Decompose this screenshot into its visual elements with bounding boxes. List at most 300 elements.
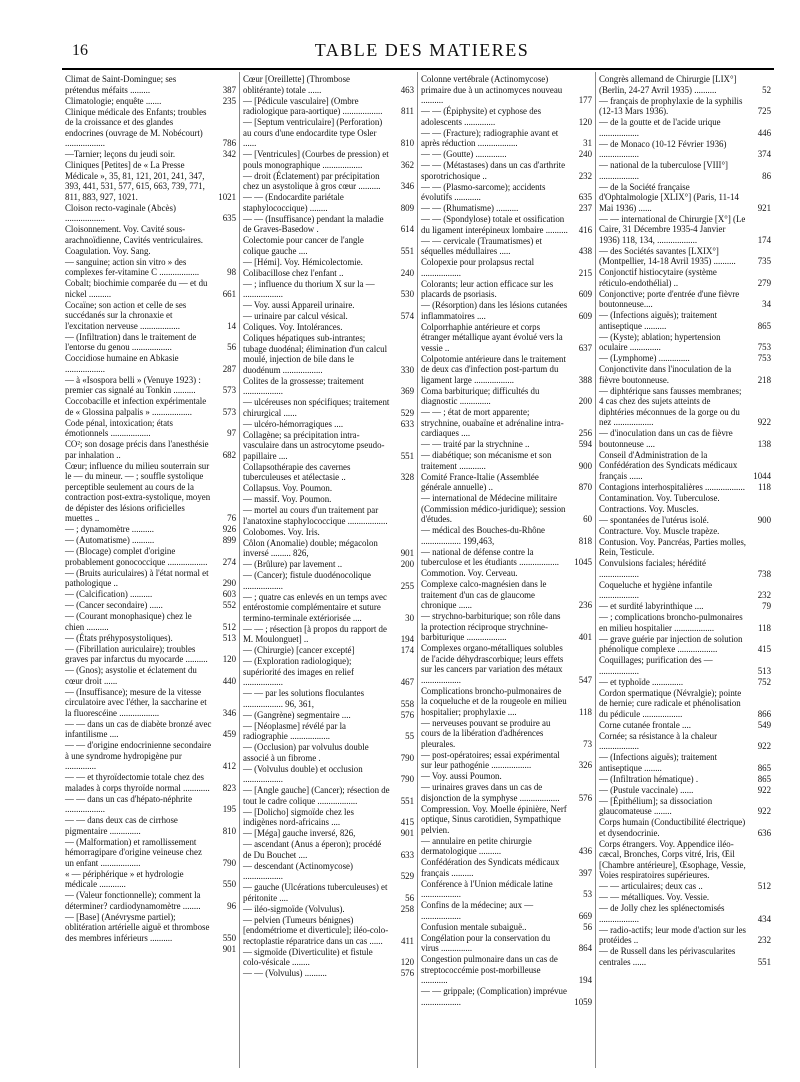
entry-page: 118: [758, 622, 771, 633]
entry-page: 412: [222, 761, 236, 771]
entry-text: — — dans un cas d'hépato-néphrite ..................: [65, 793, 193, 814]
index-entry: [599, 881, 771, 892]
index-entry: [599, 482, 771, 493]
entry-text: — [Néoplasme] révélé par la radiographie ..................: [243, 720, 346, 741]
entry-text: — — grippale; (Complication) imprévue ..................: [421, 986, 567, 1007]
entry-text: Contamination. Voy. Tuberculose.: [599, 492, 720, 503]
entry-text: Coccidiose humaine en Abkasie ..................: [65, 353, 179, 374]
entry-page: 865: [757, 762, 771, 773]
index-entry: [599, 655, 771, 676]
index-entry: [243, 494, 414, 505]
entry-text: — ulcéreuses non spécifiques; traitement chirurgical ......: [243, 397, 390, 418]
entry-text: — ; dynamomètre ..........: [65, 524, 154, 534]
index-entry: [421, 493, 592, 525]
entry-page: 549: [757, 719, 771, 730]
entry-page: 200: [578, 396, 592, 406]
entry-page: 96: [227, 900, 236, 911]
entry-text: — (Gnos); asystolie et éclatement du cœur droit ......: [65, 665, 197, 686]
index-entry: [243, 192, 414, 213]
index-entry: [421, 354, 592, 386]
entry-page: 573: [222, 406, 236, 417]
entry-page: 669: [578, 910, 592, 921]
index-entry: [243, 505, 414, 526]
entry-text: — et surdité labyrinthique ....: [599, 601, 704, 611]
index-entry: [421, 182, 592, 203]
entry-text: — (Bruits auriculaires) à l'état normal et pathologique ..: [65, 567, 209, 588]
entry-text: — diphtérique sans fausses membranes; 4 cas chez des sujets atteints de diphtéries méconnues de la gorge ou du nez ..................: [599, 385, 742, 427]
entry-text: — grave guérie par injection de solution phénolique complexe ..................: [599, 633, 743, 654]
entry-text: — [Méga] gauche inversé, 826,: [243, 828, 356, 838]
index-entry: [243, 742, 414, 763]
index-entry: [243, 419, 414, 430]
entry-page: 237: [578, 203, 592, 213]
entry-text: Cloisonnement. Voy. Cavité sous-arachnoïdienne, Cavités ventriculaires.: [65, 224, 204, 245]
entry-page: 551: [400, 450, 414, 461]
index-entry: [65, 278, 236, 299]
index-entry: [243, 333, 414, 375]
entry-page: 926: [222, 524, 236, 534]
entry-text: — de Russell dans les périvascularites centrales ......: [599, 946, 736, 967]
index-entry: [599, 450, 771, 482]
index-entry: [599, 946, 771, 967]
entry-text: — — international de Chirurgie [X°] (Le Caire, 31 Décembre 1935-4 Janvier 1936) 118, 134, ..................: [599, 213, 746, 245]
index-entry: [65, 944, 236, 955]
entry-page: 633: [400, 418, 414, 429]
entry-text: Compression. Voy. Moelle épinière, Nerf optique, Sinus carotidien, Sympathique pelvien.: [421, 803, 567, 835]
entry-page: 174: [757, 234, 771, 245]
entry-page: 73: [583, 738, 592, 749]
index-entry: [599, 117, 771, 138]
entry-page: 809: [400, 202, 414, 213]
entry-text: Colectomie pour cancer de l'angle colique gauche ....: [243, 235, 364, 256]
entry-text: — (Occlusion) par volvulus double associé à un fibrome .: [243, 742, 369, 763]
entry-page: 735: [757, 256, 771, 266]
entry-text: — de la goutte et de l'acide urique ..................: [599, 117, 721, 138]
entry-page: 1044: [753, 470, 771, 481]
entry-page: 635: [578, 192, 592, 202]
entry-page: 240: [578, 149, 592, 159]
entry-text: — (Insuffisance); mesure de la vitesse circulatoire avec l'éther, la saccharine et la fluorescéine ..................: [65, 686, 207, 718]
entry-page: 232: [757, 590, 771, 600]
entry-page: 98: [227, 267, 236, 277]
index-entry: [421, 128, 592, 149]
entry-text: — — métalliques. Voy. Vessie.: [599, 892, 710, 902]
entry-text: Corne cutanée frontale ....: [599, 719, 691, 730]
entry-page: 901: [222, 943, 236, 954]
index-entry: [243, 645, 414, 656]
entry-text: Coliques hépatiques sub-intrantes; tubage duodénal; élimination d'un calcul moulé, injection de bile dans le duodénum ..................: [243, 333, 388, 375]
entry-page: 290: [222, 578, 236, 588]
index-entry: [599, 332, 771, 353]
entry-text: — — et thyroïdectomie totale chez des malades à corps thyroïde normal ............: [65, 772, 210, 793]
entry-page: 811: [401, 106, 414, 116]
entry-page: 34: [762, 299, 771, 309]
entry-page: 725: [757, 106, 771, 116]
entry-page: 438: [578, 246, 592, 256]
entry-text: — (Pustule vaccinale) ......: [599, 784, 694, 795]
index-entry: [599, 774, 771, 785]
entry-text: Collapsothérapie des cavernes tuberculeuses et atélectasie ..: [243, 461, 351, 482]
entry-page: 56: [405, 892, 414, 903]
entry-page: 397: [578, 867, 592, 878]
entry-page: 899: [222, 535, 236, 545]
entry-text: Colpotomie antérieure dans le traitement de deux cas d'infection post-partum du ligament large ..................: [421, 353, 566, 385]
index-entry: [421, 686, 592, 718]
entry-page: 411: [401, 935, 414, 946]
index-entry: [243, 828, 414, 839]
index-entry: [599, 386, 771, 428]
index-entry: [65, 772, 236, 793]
entry-page: 609: [578, 289, 592, 299]
index-entry: [599, 925, 771, 946]
index-entry: [65, 600, 236, 611]
index-entry: [599, 839, 771, 881]
entry-text: — — ; état de mort apparente; strychnine, ouabaïne et adrénaline intra-cardiaques ....: [421, 407, 564, 438]
entry-text: — — (Spondylose) totale et ossification du ligament interépineux lombaire ..........: [421, 214, 568, 235]
index-entry: [599, 537, 771, 558]
entry-text: — (Lymphome) ..............: [599, 353, 690, 363]
entry-text: « — périphérique » et hydrologie médicale ............: [65, 868, 184, 889]
entry-text: — [Septum ventriculaire] (Perforation) au cours d'une endocardite type Osler ......: [243, 117, 383, 148]
index-entry: [599, 903, 771, 924]
entry-text: — (Résorption) dans les lésions cutanées inflammatoires ....: [421, 300, 568, 321]
index-entry: [243, 807, 414, 828]
index-entry: [243, 915, 414, 947]
index-entry: [65, 107, 236, 149]
index-column-4: [596, 72, 774, 1068]
index-entry: [599, 96, 771, 117]
entry-text: — (Infiltration) dans le traitement de l'entorse du genou ..................: [65, 331, 197, 352]
index-column-3: [418, 72, 596, 1068]
index-entry: [243, 710, 414, 721]
index-entry: [599, 720, 771, 731]
entry-text: — de Monaco (10-12 Février 1936) ..................: [599, 138, 727, 159]
index-entry: [599, 182, 771, 214]
index-entry: [65, 149, 236, 160]
entry-page: 56: [227, 342, 236, 352]
index-entry: [243, 839, 414, 860]
entry-text: — (Valeur fonctionnelle); comment la déterminer? cardiodynamomètre ........: [65, 890, 201, 911]
entry-text: — iléo-sigmoïde (Volvulus).: [243, 903, 345, 914]
entry-text: Confusion mentale subaiguë..: [421, 921, 527, 932]
entry-text: Comité France-Italie (Assemblée générale annuelle) ..: [421, 471, 539, 492]
entry-text: Cœur; influence du milieu souterrain sur le — du mineur. — ; souffle systolique perceptible seulement au cours de la contraction post-extra-systolique, moyen de dépister des lésions orificielles muettes ..: [65, 460, 211, 523]
entry-text: — — (Épiphysite) et cyphose des adolescents ..............: [421, 106, 542, 127]
entry-text: — de Jolly chez les splénectomisés ..................: [599, 903, 725, 924]
index-entry: [421, 782, 592, 803]
entry-text: — ; influence du thorium X sur la — ..................: [243, 278, 375, 299]
index-entry: [599, 558, 771, 579]
index-entry: [599, 526, 771, 537]
entry-page: 603: [222, 589, 236, 599]
index-entry: [421, 611, 592, 643]
entry-page: 551: [400, 245, 414, 256]
index-entry: [421, 203, 592, 214]
entry-text: — strychno-barbiturique; son rôle dans la protection réciproque strychnine-barbiturique ..................: [421, 611, 561, 642]
entry-page: 512: [222, 621, 236, 632]
entry-page: 256: [578, 428, 592, 438]
entry-text: Complexe calco-magnésien dans le traitement d'un cas de glaucome chronique ......: [421, 579, 547, 610]
index-entry: [599, 796, 771, 817]
entry-text: Conjonctive; porte d'entrée d'une fièvre boutonneuse....: [599, 288, 740, 309]
entry-text: Cœur [Oreillette] (Thrombose oblitérante) totale ......: [243, 74, 350, 95]
entry-page: 436: [578, 846, 592, 856]
entry-page: 14: [227, 320, 236, 331]
entry-text: — sigmoïde (Diverticulite) et fistule colo-vésicale ........: [243, 946, 373, 967]
entry-page: 790: [400, 752, 414, 763]
index-entry: [243, 904, 414, 915]
index-entry: [65, 332, 236, 353]
entry-page: 550: [222, 879, 236, 889]
entry-text: — (Exploration radiologique); supériorité des images en relief ..................: [243, 656, 354, 687]
index-entry: [599, 688, 771, 720]
index-entry: [421, 214, 592, 235]
entry-text: Contractions. Voy. Muscles.: [599, 503, 699, 514]
index-entry: [421, 450, 592, 471]
index-entry: [243, 968, 414, 979]
entry-text: — (Infections aiguës); traitement antiseptique ........: [599, 752, 718, 773]
entry-page: 415: [400, 817, 414, 827]
entry-page: 922: [757, 806, 771, 816]
entry-page: 195: [222, 804, 236, 814]
index-column-2: [240, 72, 418, 1068]
entry-text: Confédération des Syndicats médicaux français ..........: [421, 857, 560, 878]
entry-text: — — (Rhumatisme) ..........: [421, 203, 519, 213]
entry-text: Coagulation. Voy. Sang.: [65, 245, 151, 256]
entry-text: — post-opératoires; essai expérimental sur leur pathogénie ..................: [421, 749, 560, 770]
entry-page: 901: [400, 828, 414, 838]
index-entry: [421, 106, 592, 127]
index-entry: [243, 117, 414, 149]
index-entry: [243, 947, 414, 968]
entry-page: 387: [222, 84, 236, 95]
entry-page: 614: [400, 224, 414, 234]
index-entry: [65, 740, 236, 772]
entry-text: — national de défense contre la tuberculose et les étudiants ..................: [421, 546, 560, 567]
entry-page: 118: [579, 706, 592, 717]
entry-text: — ulcéro-hémorragiques ....: [243, 418, 344, 429]
entry-page: 369: [400, 386, 414, 396]
entry-text: — — (Fracture); radiographie avant et après réduction ..................: [421, 127, 559, 148]
index-entry: [599, 364, 771, 385]
entry-page: 55: [405, 731, 414, 741]
index-entry: [421, 643, 592, 685]
entry-text: — [Ventricules] (Courbes de pression) et pouls monographique ..................: [243, 149, 389, 170]
entry-page: 401: [578, 632, 592, 642]
entry-text: — mortel au cours d'un traitement par l'anatoxine staphylococcique ..................: [243, 505, 388, 526]
entry-text: — français de prophylaxie de la syphilis (12-13 Mars 1936).: [599, 95, 743, 116]
entry-text: Complexes organo-métalliques solubles de l'acide déhydrascorbique; leurs effets sur les cancers par variation des métaux ..................: [421, 643, 564, 685]
entry-page: 682: [222, 449, 236, 460]
index-entry: [599, 267, 771, 288]
index-entry: [599, 160, 771, 181]
entry-text: — — dans deux cas de cirrhose pigmentaire ..............: [65, 815, 178, 836]
entry-text: Congestion pulmonaire dans un cas de streptococcémie post-morbilleuse ............: [421, 954, 558, 985]
index-entry: [65, 719, 236, 740]
entry-text: — des Sociétés savantes [LXIX°] (Montpellier, 14-18 Avril 1935) ..........: [599, 245, 736, 266]
entry-page: 865: [757, 320, 771, 331]
index-entry: [243, 559, 414, 570]
index-entry: [65, 300, 236, 332]
entry-text: Confins de la médecine; aux — ..................: [421, 900, 534, 921]
entry-text: Contracture. Voy. Muscle trapèze.: [599, 525, 720, 536]
entry-text: — ; quatre cas enlevés en un temps avec entérostomie complémentaire et suture termino-terminale extériorisée ....: [243, 591, 387, 623]
entry-page: 346: [222, 707, 236, 718]
index-entry: [599, 677, 771, 688]
entry-page: 1059: [574, 996, 592, 1007]
entry-page: 576: [578, 792, 592, 803]
index-entry: [65, 611, 236, 632]
index-entry: [599, 634, 771, 655]
index-entry: [243, 257, 414, 268]
index-entry: [421, 804, 592, 836]
entry-text: — [Pédicule vasculaire] (Ombre radiologique para-aortique) ..................: [243, 95, 383, 116]
entry-page: 810: [400, 138, 414, 148]
index-entry: [421, 439, 592, 450]
entry-text: — urinaires graves dans un cas de disjonction de la symphyse ..................: [421, 782, 560, 803]
index-entry: [65, 644, 236, 665]
index-entry: [243, 592, 414, 624]
index-entry: [243, 214, 414, 235]
index-entry: [243, 538, 414, 559]
entry-text: Corps étrangers. Voy. Appendice iléo-cæcal, Bronches, Corps vitré, Iris, Œil [Chambre antérieure], Œsophage, Vessie, Voies respiratoires supérieures.: [599, 838, 746, 880]
entry-page: 635: [222, 213, 236, 223]
index-entry: [243, 882, 414, 903]
entry-text: Code pénal, intoxication; états émotionnels ..................: [65, 417, 173, 438]
entry-text: — [Angle gauche] (Cancer); résection de tout le cadre colique ..................: [243, 785, 390, 806]
entry-page: 870: [578, 482, 592, 492]
entry-text: — (Fibrillation auriculaire); troubles graves par infarctus du myocarde ..........: [65, 643, 208, 664]
entry-page: 120: [400, 957, 414, 967]
index-entry: [243, 149, 414, 170]
entry-page: 440: [222, 675, 236, 686]
entry-page: 255: [400, 580, 414, 591]
index-entry: [65, 633, 236, 644]
index-entry: [421, 771, 592, 782]
entry-page: 900: [578, 460, 592, 471]
index-entry: [599, 731, 771, 752]
entry-page: 922: [757, 784, 771, 795]
index-entry: [421, 750, 592, 771]
entry-text: — médical des Bouches-du-Rhône .................. 199,463,: [421, 525, 545, 546]
entry-page: 236: [578, 600, 592, 610]
index-entry: [421, 257, 592, 278]
entry-text: Cliniques [Petites] de « La Presse Médicale », 35, 81, 121, 201, 241, 347, 393, 441, 531, 577, 615, 663, 739, 771, 811, 883, 927, 1021.: [65, 160, 205, 202]
entry-text: — (Gangrène) segmentaire ....: [243, 709, 351, 720]
entry-text: —Tarnier; leçons du jeudi soir.: [65, 149, 176, 159]
entry-page: 287: [222, 363, 236, 374]
entry-text: Côlon (Anomalie) double; mégacolon inversé ......... 826,: [243, 537, 378, 558]
index-entry: [421, 954, 592, 986]
entry-text: Coccobacille et infection expérimentale de « Glossina palpalis » ..................: [65, 396, 207, 417]
entry-text: — (Malformation) et ramollissement hémorragipare d'origine veineuse chez un enfant ..................: [65, 836, 202, 868]
entry-page: 529: [400, 871, 414, 881]
index-entry: [65, 665, 236, 686]
entry-text: CO²; son dosage précis dans l'anesthésie par inhalation ..: [65, 439, 209, 460]
entry-text: Cornée; sa résistance à la chaleur ..................: [599, 730, 718, 751]
index-entry: [421, 386, 592, 407]
entry-text: — — articulaires; deux cas ..: [599, 881, 703, 891]
entry-text: — sanguine; action sin vitro » des complexes fer-vitamine C ..................: [65, 256, 200, 277]
entry-page: 362: [400, 159, 414, 170]
page-number: 16: [72, 42, 88, 59]
index-entry: [599, 353, 771, 364]
entry-text: — [Hémi]. Voy. Hémicolectomie.: [243, 256, 363, 267]
entry-page: 818: [578, 535, 592, 546]
index-entry: [421, 149, 592, 160]
entry-page: 232: [757, 935, 771, 945]
index-entry: [421, 160, 592, 181]
index-entry: [243, 688, 414, 709]
entry-text: — Voy. aussi Poumon.: [421, 771, 502, 781]
index-entry: [243, 527, 414, 538]
index-entry: [65, 418, 236, 439]
entry-page: 576: [400, 968, 414, 978]
entry-page: 636: [757, 827, 771, 838]
index-entry: [599, 752, 771, 773]
entry-text: Conférence à l'Union médicale latine ..................: [421, 878, 553, 899]
index-entry: [599, 428, 771, 449]
entry-page: 56: [583, 921, 592, 932]
index-entry: [65, 96, 236, 107]
entry-text: Climatologie; enquête .......: [65, 95, 162, 106]
entry-page: 921: [757, 202, 771, 213]
entry-page: 60: [583, 514, 592, 524]
entry-text: Complications broncho-pulmonaires de la coqueluche et de la rougeole en milieu hospitalier; prophylaxie ....: [421, 685, 567, 717]
index-entry: [421, 322, 592, 354]
entry-page: 576: [400, 709, 414, 720]
index-entry: [599, 580, 771, 601]
entry-text: — (Blocage) complet d'origine probablement gonococcique ..................: [65, 546, 208, 567]
entry-text: — — (Métastases) dans un cas d'arthrite sporotrichosique ..: [421, 160, 566, 181]
index-entry: [243, 322, 414, 333]
entry-text: Coma barbiturique; difficultés du diagnostic ..............: [421, 385, 540, 406]
entry-text: — — traité par la strychnine ..: [421, 439, 530, 449]
index-entry: [65, 837, 236, 869]
entry-text: — droit (Éclatement) par précipitation chez un asystolique à gros cœur ..........: [243, 170, 381, 191]
page-header: [72, 38, 772, 66]
entry-page: 76: [227, 513, 236, 523]
index-entry: [599, 515, 771, 526]
entry-text: — national de la tuberculose [VIII°] ..................: [599, 160, 728, 181]
entry-text: — (Infiltration hématique) .: [599, 773, 699, 784]
entry-page: 752: [757, 676, 771, 687]
entry-text: Cordon spermatique (Névralgie); pointe de hernie; cure radicale et phénolisation du pédicule ..................: [599, 687, 742, 719]
entry-page: 753: [757, 342, 771, 352]
index-entry: [65, 74, 236, 95]
entry-page: 753: [757, 353, 771, 363]
index-entry: [599, 289, 771, 310]
entry-page: 342: [222, 149, 236, 159]
index-column-1: [62, 72, 240, 1068]
index-entry: [421, 407, 592, 439]
entry-text: — (Infections aiguës); traitement antiseptique ..........: [599, 310, 718, 331]
index-entry: [65, 890, 236, 911]
entry-text: Collagène; sa précipitation intra-vasculaire dans un astrocytome pseudo-papillaire ....: [243, 429, 385, 461]
index-entry: [243, 624, 414, 645]
entry-page: 786: [222, 138, 236, 148]
index-entry: [243, 171, 414, 192]
entry-text: — (Volvulus double) et occlusion ..................: [243, 763, 363, 784]
entry-text: Congrès allemand de Chirurgie [LIX°] (Berlin, 24-27 Avril 1935) ..........: [599, 74, 737, 95]
index-entry: [599, 504, 771, 515]
entry-text: — — (Goutte) ..............: [421, 149, 507, 159]
index-entry: [243, 570, 414, 591]
index-entry: [243, 96, 414, 117]
entry-text: — urinaire par calcul vésical.: [243, 311, 348, 321]
entry-text: Colites de la grossesse; traitement ..................: [243, 375, 364, 396]
entry-page: 120: [222, 654, 236, 664]
